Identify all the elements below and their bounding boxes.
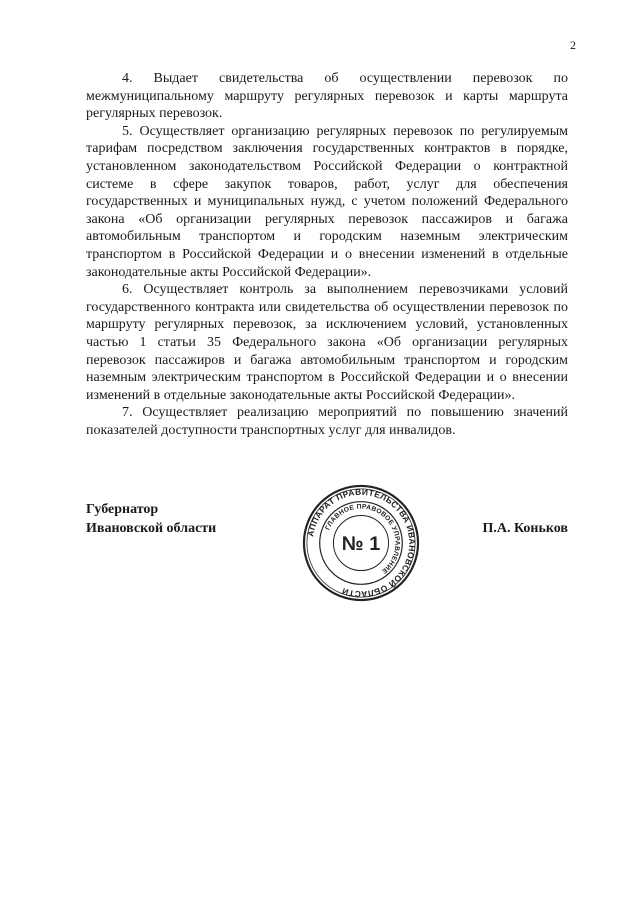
signatory-name: П.А. Коньков	[482, 521, 568, 536]
signatory-title-line-2: Ивановской области	[86, 521, 217, 536]
document-body	[86, 70, 568, 439]
paragraph-item-7: 7. Осуществляет реализацию мероприятий по повышению значений показателей доступности транспортных услуг для инвалидов.	[86, 405, 568, 438]
official-seal	[302, 484, 420, 602]
seal-inner-text: ГЛАВНОЕ ПРАВОВОЕ УПРАВЛЕНИЕ	[324, 503, 401, 575]
paragraph-item-5: 5. Осуществляет организацию регулярных перевозок по регулируемым тарифам посредством заключения государственных контрактов в порядке, установленном законодательством Российской Федерации о контрактной системе в сфере закупок товаров, работ, услуг для обеспечения государственных и муниципальных нужд, с учетом положений Федерального закона «Об организации регулярных перевозок пассажиров и багажа автомобильным транспортом и городским наземным электрическим транспортом в Российской Федерации и о внесении изменений в отдельные законодательные акты Российской Федерации».	[86, 123, 568, 280]
signature-block	[86, 486, 568, 610]
seal-center-text: № 1	[341, 532, 381, 555]
paragraph-item-4: 4. Выдает свидетельства об осуществлении перевозок по межмуниципальному маршруту регулярных перевозок и карты маршрута регулярных перевозок.	[86, 71, 568, 122]
paragraph-item-6: 6. Осуществляет контроль за выполнением перевозчиками условий государственного контракта или свидетельства об осуществлении перевозок по маршруту регулярных перевозок, за исключением условий, установленных частью 1 статьи 35 Федерального закона «Об организации регулярных перевозок пассажиров и багажа автомобильным транспортом и городским наземным электрическим транспортом в Российской Федерации и о внесении изменений в отдельные законодательные акты Российской Федерации».	[86, 282, 568, 403]
page-number: 2	[570, 38, 576, 52]
signatory-title	[86, 500, 216, 538]
seal-outer-text: АППАРАТ ПРАВИТЕЛЬСТВА ИВАНОВСКОЙ ОБЛАСТИ	[305, 486, 418, 600]
signatory-title-line-1: Губернатор	[86, 502, 159, 517]
